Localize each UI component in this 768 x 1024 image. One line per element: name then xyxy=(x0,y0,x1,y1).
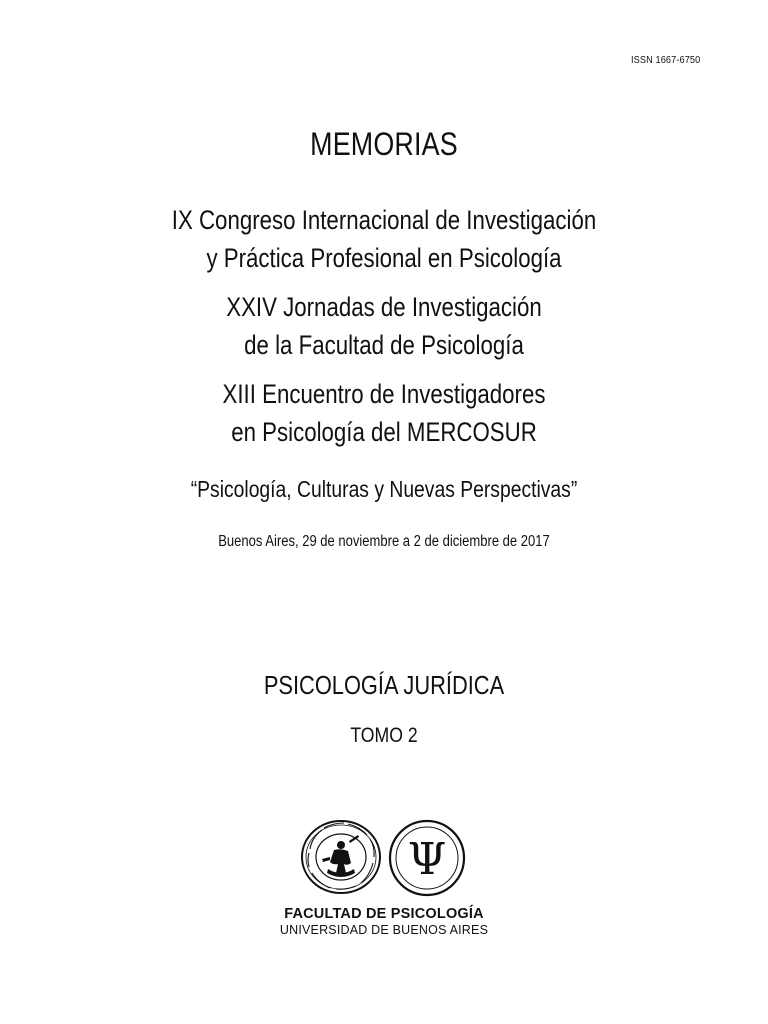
event-3-line-1 xyxy=(0,374,768,414)
event-2-line-2-text: de la Facultad de Psicología xyxy=(244,330,524,360)
psi-seal-icon xyxy=(388,819,466,897)
event-2-line-2 xyxy=(0,325,768,365)
place-and-date xyxy=(0,533,768,551)
psi-symbol: Ψ xyxy=(407,834,447,885)
event-1-line-2 xyxy=(0,238,768,278)
congress-motto-text: “Psicología, Culturas y Nuevas Perspectivas” xyxy=(190,476,578,502)
event-3-line-1-text: XIII Encuentro de Investigadores xyxy=(222,379,546,409)
uba-seal-icon xyxy=(300,819,382,895)
event-3-line-2-text: en Psicología del MERCOSUR xyxy=(231,417,537,447)
issn-label: ISSN 1667-6750 xyxy=(630,55,700,66)
section-title xyxy=(0,670,768,701)
main-title xyxy=(0,126,768,163)
event-1-line-1-text: IX Congreso Internacional de Investigación xyxy=(171,205,597,235)
congress-motto xyxy=(0,476,768,503)
event-2-line-1-text: XXIV Jornadas de Investigación xyxy=(226,292,542,322)
main-title-text: MEMORIAS xyxy=(310,126,458,162)
faculty-name: FACULTAD DE PSICOLOGÍA xyxy=(284,906,484,922)
section-title-text: PSICOLOGÍA JURÍDICA xyxy=(263,670,505,700)
volume-label-text: TOMO 2 xyxy=(350,724,418,747)
volume-label xyxy=(0,724,768,748)
event-1-line-1 xyxy=(0,200,768,240)
event-3-line-2 xyxy=(0,412,768,452)
event-1-line-2-text: y Práctica Profesional en Psicología xyxy=(206,243,562,273)
place-and-date-text: Buenos Aires, 29 de noviembre a 2 de diciembre de 2017 xyxy=(218,533,550,550)
university-name: UNIVERSIDAD DE BUENOS AIRES xyxy=(279,923,489,937)
event-2-line-1 xyxy=(0,287,768,327)
